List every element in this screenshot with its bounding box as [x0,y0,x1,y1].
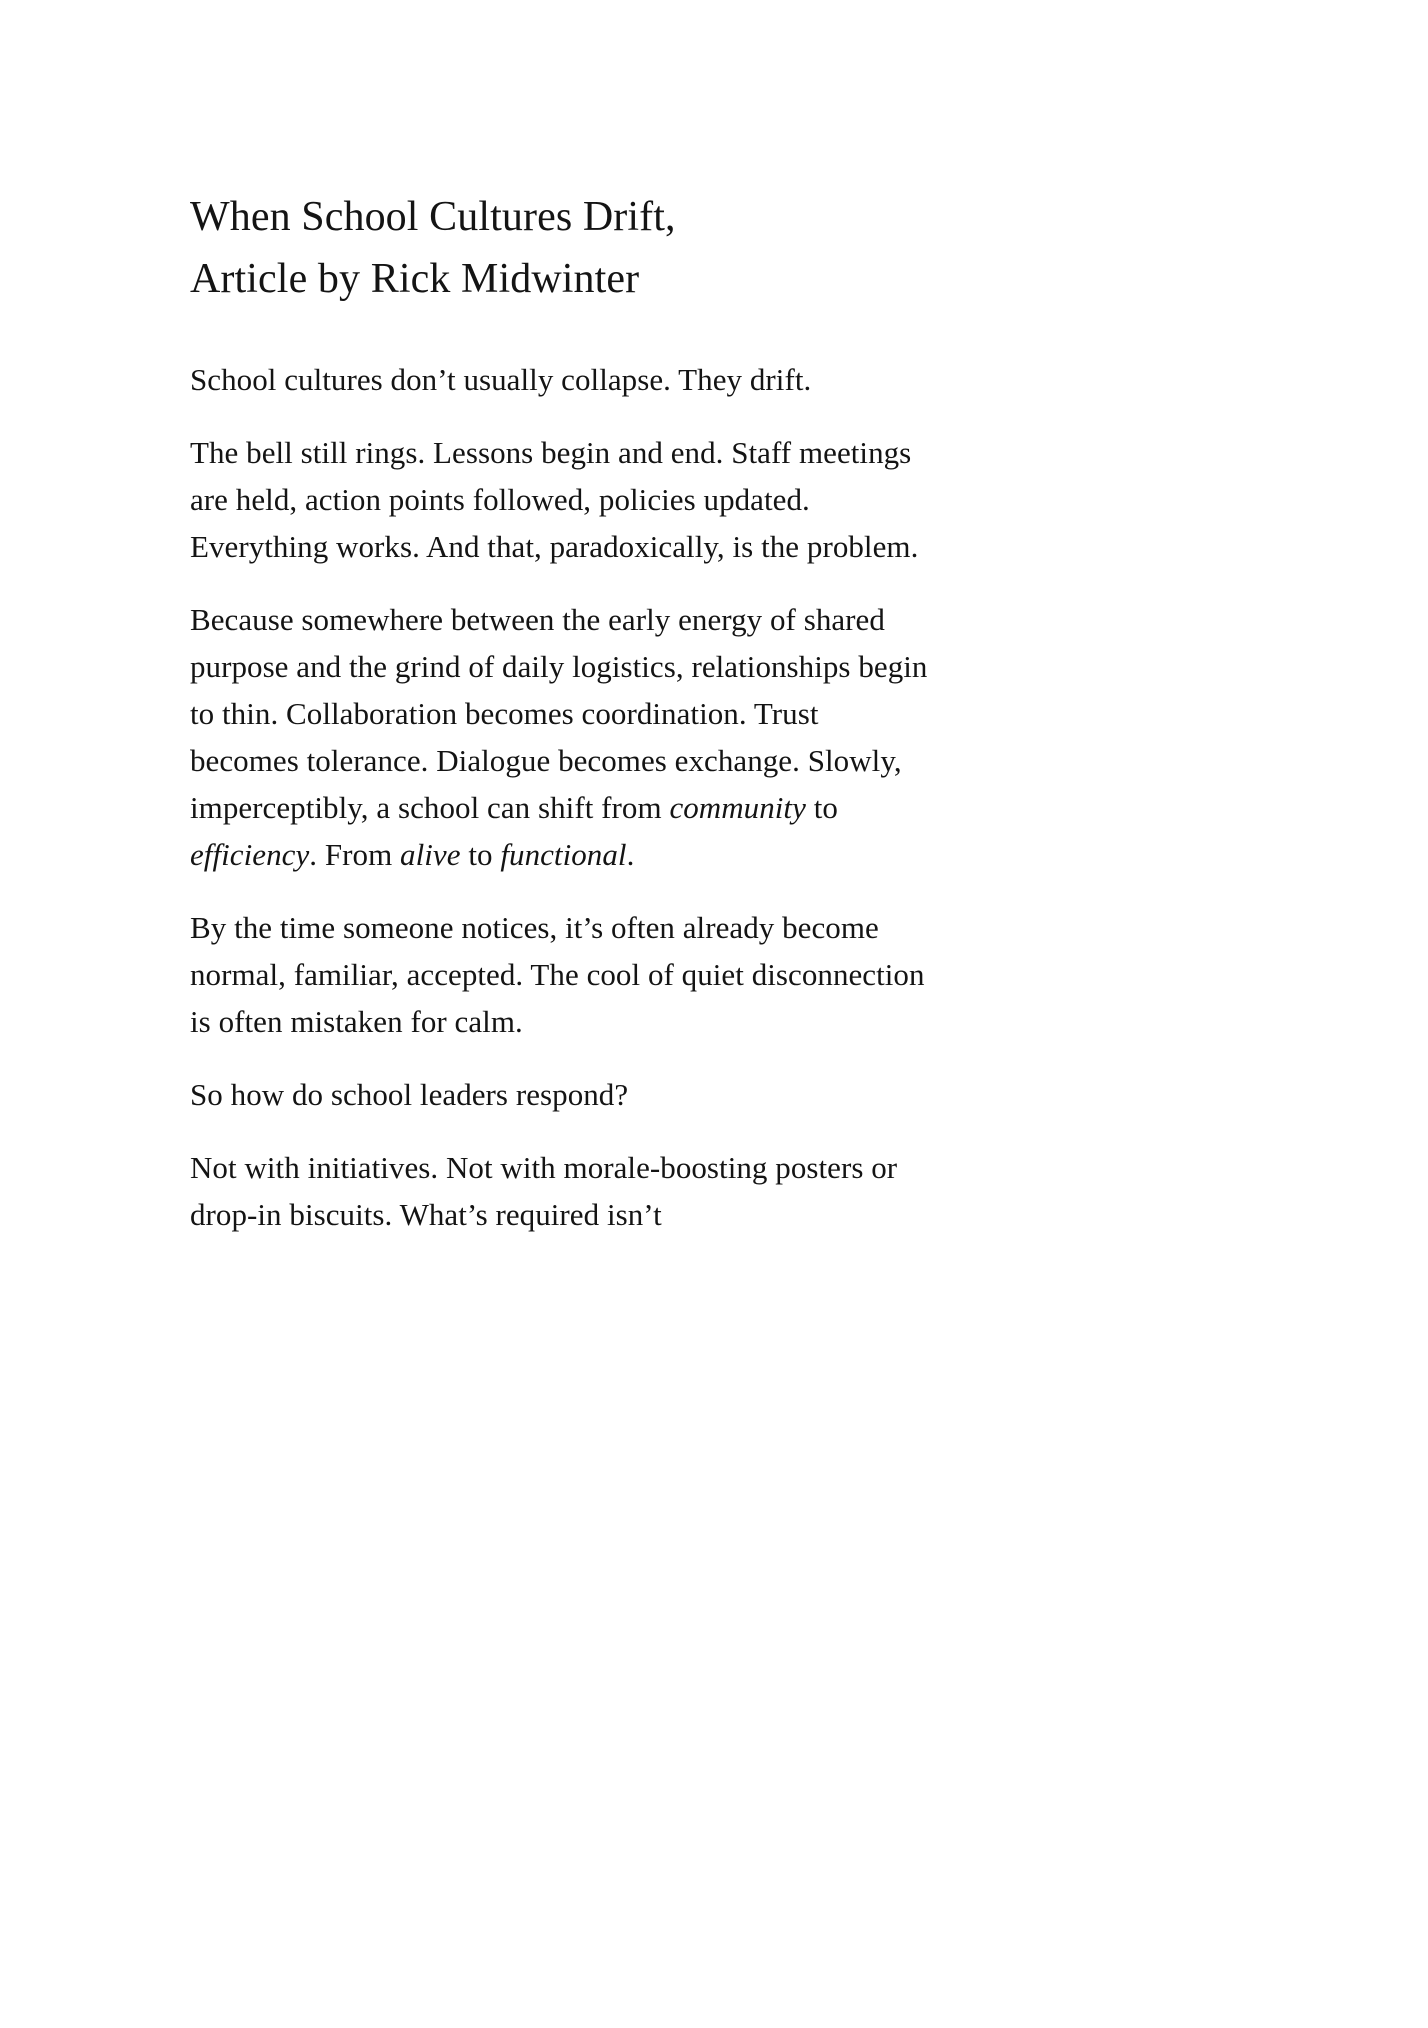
paragraph-2: The bell still rings. Lessons begin and end. Staff meetings are held, action points followed, policies updated. Everything works. And that, paradoxically, is the problem. [190,435,919,564]
emphasis-text: functional [500,837,627,872]
title-line-1: When School Cultures Drift, [190,194,676,240]
paragraph-3: Because somewhere between the early energy of shared purpose and the grind of daily logistics, relationships begin to thin. Collaboration becomes coordination. Trust becomes tolerance. Dialogue becomes exchange. Slowly, imperceptibly, a school can shift from community to efficiency. From alive to functional. [190,602,928,872]
title-line-2: Article by Rick Midwinter [190,256,640,302]
paragraph-1: School cultures don’t usually collapse. They drift. [190,362,812,397]
page-title [190,186,930,310]
paragraph-5: So how do school leaders respond? [190,1077,629,1112]
paragraph-6: Not with initiatives. Not with morale-boosting posters or drop-in biscuits. What’s required isn’t [190,1150,898,1232]
article-body [190,186,930,1238]
paragraph-4: By the time someone notices, it’s often already become normal, familiar, accepted. The cool of quiet disconnection is often mistaken for calm. [190,910,925,1039]
emphasis-text: efficiency [190,837,310,872]
emphasis-text: alive [400,837,461,872]
emphasis-text: community [669,790,806,825]
